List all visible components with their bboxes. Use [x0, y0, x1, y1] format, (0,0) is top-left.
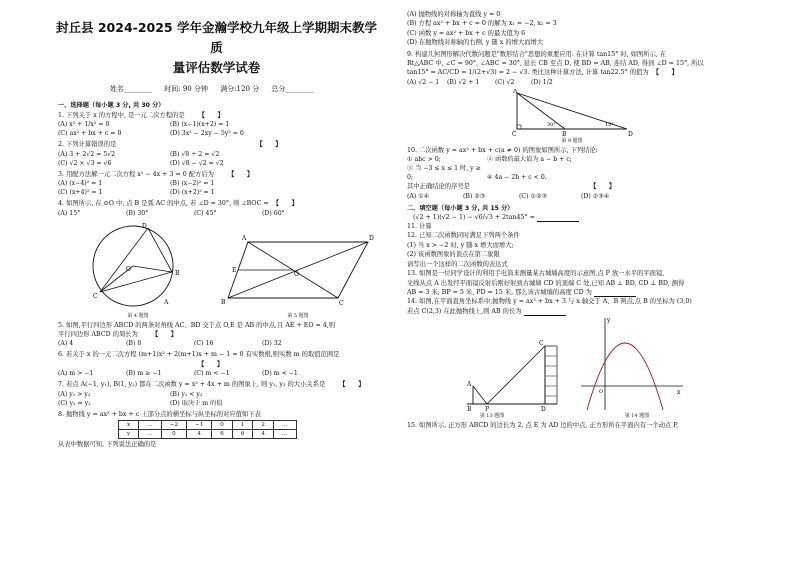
fig4-caption: 第 4 题图 — [127, 312, 149, 319]
svg-text:O: O — [294, 270, 299, 278]
question-7-options: (A) y₁ > y₂ (B) y₁ < y₂ (C) y₁ = y₂ (D) 取决于 m 的值 — [58, 390, 223, 407]
svg-text:C: C — [339, 299, 344, 307]
question-10-items: ① abc > 0; ② 函数的最大值为 a − b + c; ③ 当 −3 ≤ x ≤ 1 时, y ≥ 0; ④ 4a − 2b + c < 0. — [407, 156, 572, 182]
figures-13-14 — [407, 316, 784, 419]
question-9-options: (A) √2 − 1 (B) √2 + 1 (C) √2 (D) 1/2 — [407, 78, 553, 86]
name-field: 姓名________ — [110, 85, 152, 93]
svg-text:B: B — [175, 269, 180, 277]
exam-title-line1: 封丘县 2024-2025 学年金瀚学校九年级上学期期末教学质 — [56, 20, 377, 55]
question-12: 12. 已知二次函数同时满足下列两个条件 (1) 当 x > −2 时, y 随 x 增大而增大; (2) 该函数图象的顶点在第二象限 请写出一个这样的二次函数的表达式 — [407, 232, 520, 268]
svg-text:A: A — [242, 234, 247, 242]
question-2: 2. 下列计算错误的是 【 】 — [58, 141, 282, 149]
question-3: 3. 用配方法解一元二次方程 x² − 4x + 3 = 0 配方后为 【 】 — [58, 170, 254, 178]
section-choice-title: 一、选择题（每小题 3 分, 共 30 分） — [58, 102, 165, 109]
question-5: 5. 如图,平行四边形 ABCD 的两条对角线 AC、BD 交于点 O,E 是 AB 的中点,且 AE + EO = 4,则 平行四边形 ABCD 的周长为 【 】 — [58, 321, 336, 339]
parabola-figure — [577, 316, 687, 412]
question-1-options: (A) x² + 1/x² = 0 (B) (x−1)(x+2) = 1 (C) ax² + bx + c = 0 (D) 3x² − 2xy − 5y² = 0 — [58, 121, 244, 138]
fig9-caption: 第 9 题图 — [561, 137, 583, 144]
question-9: 9. 构建几何图形解决代数问题是"数形结合"思想的重要应用. 在计算 tan15° 时, 如图所示, 在 Rt△ABC 中, ∠C = 90°, ∠ABC = 30°, 延长 CB 至点 D, 使 BD = AB, 连结 AD, 得到 ∠D = 15°, 所以 tan15° = AC/CD = 1/(2+√3) = 2 − √3. 类比这种计算方法, 计算 tan22.5° 的值为 【 】 — [407, 50, 704, 77]
question-6-options: (A) m > −1 (B) m ≥ −1 (C) m < −1 (D) m < −1 — [58, 370, 298, 378]
svg-text:O: O — [599, 389, 604, 396]
svg-text:C: C — [93, 292, 98, 300]
table-row-y: y … 0 4 6 6 4 … — [119, 430, 297, 439]
question-10-options: (A) ①④ (B) ②③ (C) ①②③ (D) ②③④ — [407, 192, 610, 200]
svg-text:15°: 15° — [605, 121, 614, 128]
svg-text:D: D — [541, 406, 546, 413]
fig5-caption: 第 5 题图 — [287, 312, 309, 319]
question-3-options: (A) (x−4)² = 1 (B) (x−2)² = 1 (C) (x+4)² = 1 (D) (x+2)² = 1 — [58, 180, 215, 197]
mirror-figure — [407, 334, 577, 412]
right-page — [397, 0, 794, 561]
question-13: 13. 如图是一位同学设计的利用手电筒来测量某古城墙高度的示意图,点 P 放一水平的平面镜, 光线从点 A 出发经平面镜反射后刚好射到古城墙 CD 的顶端 C 处,已知 AB ⊥ BD, CD ⊥ BD, 测得 AB = 3 米, BP = 5 米, PD = 15 米, 那么该古城墙的高度 CD 为 — [407, 270, 685, 296]
svg-text:D: D — [369, 234, 374, 242]
triangle-figure — [507, 89, 637, 137]
svg-text:y: y — [607, 317, 611, 325]
question-5-options: (A) 4 (B) 8 (C) 16 (D) 32 — [58, 340, 282, 348]
fig14-caption: 第 14 题图 — [624, 413, 650, 420]
question-1: 1. 下列关于 x 的方程中, 是一元二次方程的是 【 】 — [58, 112, 224, 119]
figures-4-5 — [58, 220, 383, 319]
question-2-options: (A) 3 + 2√2 = 5√2 (B) √8 ÷ 2 = √2 (C) √2 × √3 = √6 (D) √8 − √2 = √2 — [58, 150, 224, 167]
question-10-prompt: 其中正确结论的序号是 【 】 — [407, 183, 616, 191]
question-11-expr: (√2 + 1)(√2 − 1) − √6/√3 + 2tan45° = — [413, 213, 784, 222]
question-11-label: 11. 计算 — [407, 223, 432, 231]
fig13-caption: 第 13 题图 — [479, 413, 505, 420]
svg-text:B: B — [221, 298, 226, 306]
parallelogram-figure — [218, 232, 378, 312]
section-fill-title: 二、填空题（每小题 3 分, 共 15 分） — [407, 204, 514, 212]
question-10: 10. 二次函数 y = ax² + bx + c(a ≠ 0) 的图象如图所示, 下列结论: — [407, 146, 598, 154]
total-score-field: 总分________ — [271, 85, 314, 93]
svg-text:D: D — [628, 130, 633, 137]
svg-text:A: A — [513, 88, 518, 95]
question-8-tail: 从表中数据可知, 下列说法正确的是 — [58, 441, 157, 449]
svg-text:C: C — [512, 130, 517, 137]
svg-text:D: D — [142, 222, 147, 230]
question-8-options: (A) 抛物线的对称轴为直线 y = 0 (B) 方程 ax² + bx + c = 0 的解为 x₁ = −2, x₂ = 3 (C) 函数 y = ax² + bx + c 的最大值为 6 (D) 在抛物线对称轴的右侧, y 随 x 的增大而增大 — [407, 11, 557, 47]
svg-text:B: B — [467, 406, 472, 413]
svg-text:x: x — [677, 389, 681, 397]
question-8-table — [118, 420, 297, 439]
student-info — [110, 84, 383, 94]
svg-text:P: P — [485, 406, 490, 413]
question-4: 4. 如图所示, 在 ⊙O 中, 点 B 是弧 AC 的中点, 若 ∠D = 30°, 则 ∠BOC = 【 】 — [58, 200, 298, 208]
svg-text:B: B — [562, 130, 567, 137]
question-15: 15. 如图所示, 正方形 ABCD 的边长为 2, 点 E 为 AD 边的中点, 正方形所在平面内有一个动点 P, — [407, 422, 679, 430]
circle-figure — [58, 220, 208, 312]
full-score-label: 满分:120 分 — [220, 85, 260, 93]
svg-text:E: E — [232, 266, 237, 274]
svg-text:30°: 30° — [547, 121, 556, 128]
svg-text:C: C — [539, 340, 544, 348]
question-4-options: (A) 15° (B) 30° (C) 45° (D) 60° — [58, 209, 285, 217]
question-14: 14. 如图,在平面直角坐标系中,抛物线 y = ax² + bx + 3 与 x 轴交于 A、B 两点,点 B 的坐标为 (3,0) 若点 C(2,3) 在此抛物线上,则 AB 的长为 — [407, 298, 692, 315]
svg-text:A: A — [164, 298, 169, 306]
exam-title-line2: 量评估数学试卷 — [172, 60, 261, 75]
question-7: 7. 若点 A(−1, y₁), B(1, y₂) 都在二次函数 y = x² + 4x + m 的图象上, 则 y₁, y₂ 的大小关系是 【 】 — [58, 381, 365, 389]
svg-text:A: A — [467, 381, 472, 389]
question-6: 6. 若关于 x 的一元二次方程 (m+1)x² + 2(m+1)x + m − 1 = 0 有实数根,则实数 m 的取值范围是【 】 — [58, 351, 340, 368]
table-row-x: x … −2 −1 0 1 2 … — [119, 421, 297, 430]
fig9 — [507, 89, 784, 144]
time-label: 时间: 90 分钟 — [164, 85, 208, 93]
svg-text:O: O — [126, 265, 131, 273]
question-8: 8. 抛物线 y = ax² + bx + c 上部分点的横坐标与纵坐标的对应值如下表 — [58, 410, 261, 418]
